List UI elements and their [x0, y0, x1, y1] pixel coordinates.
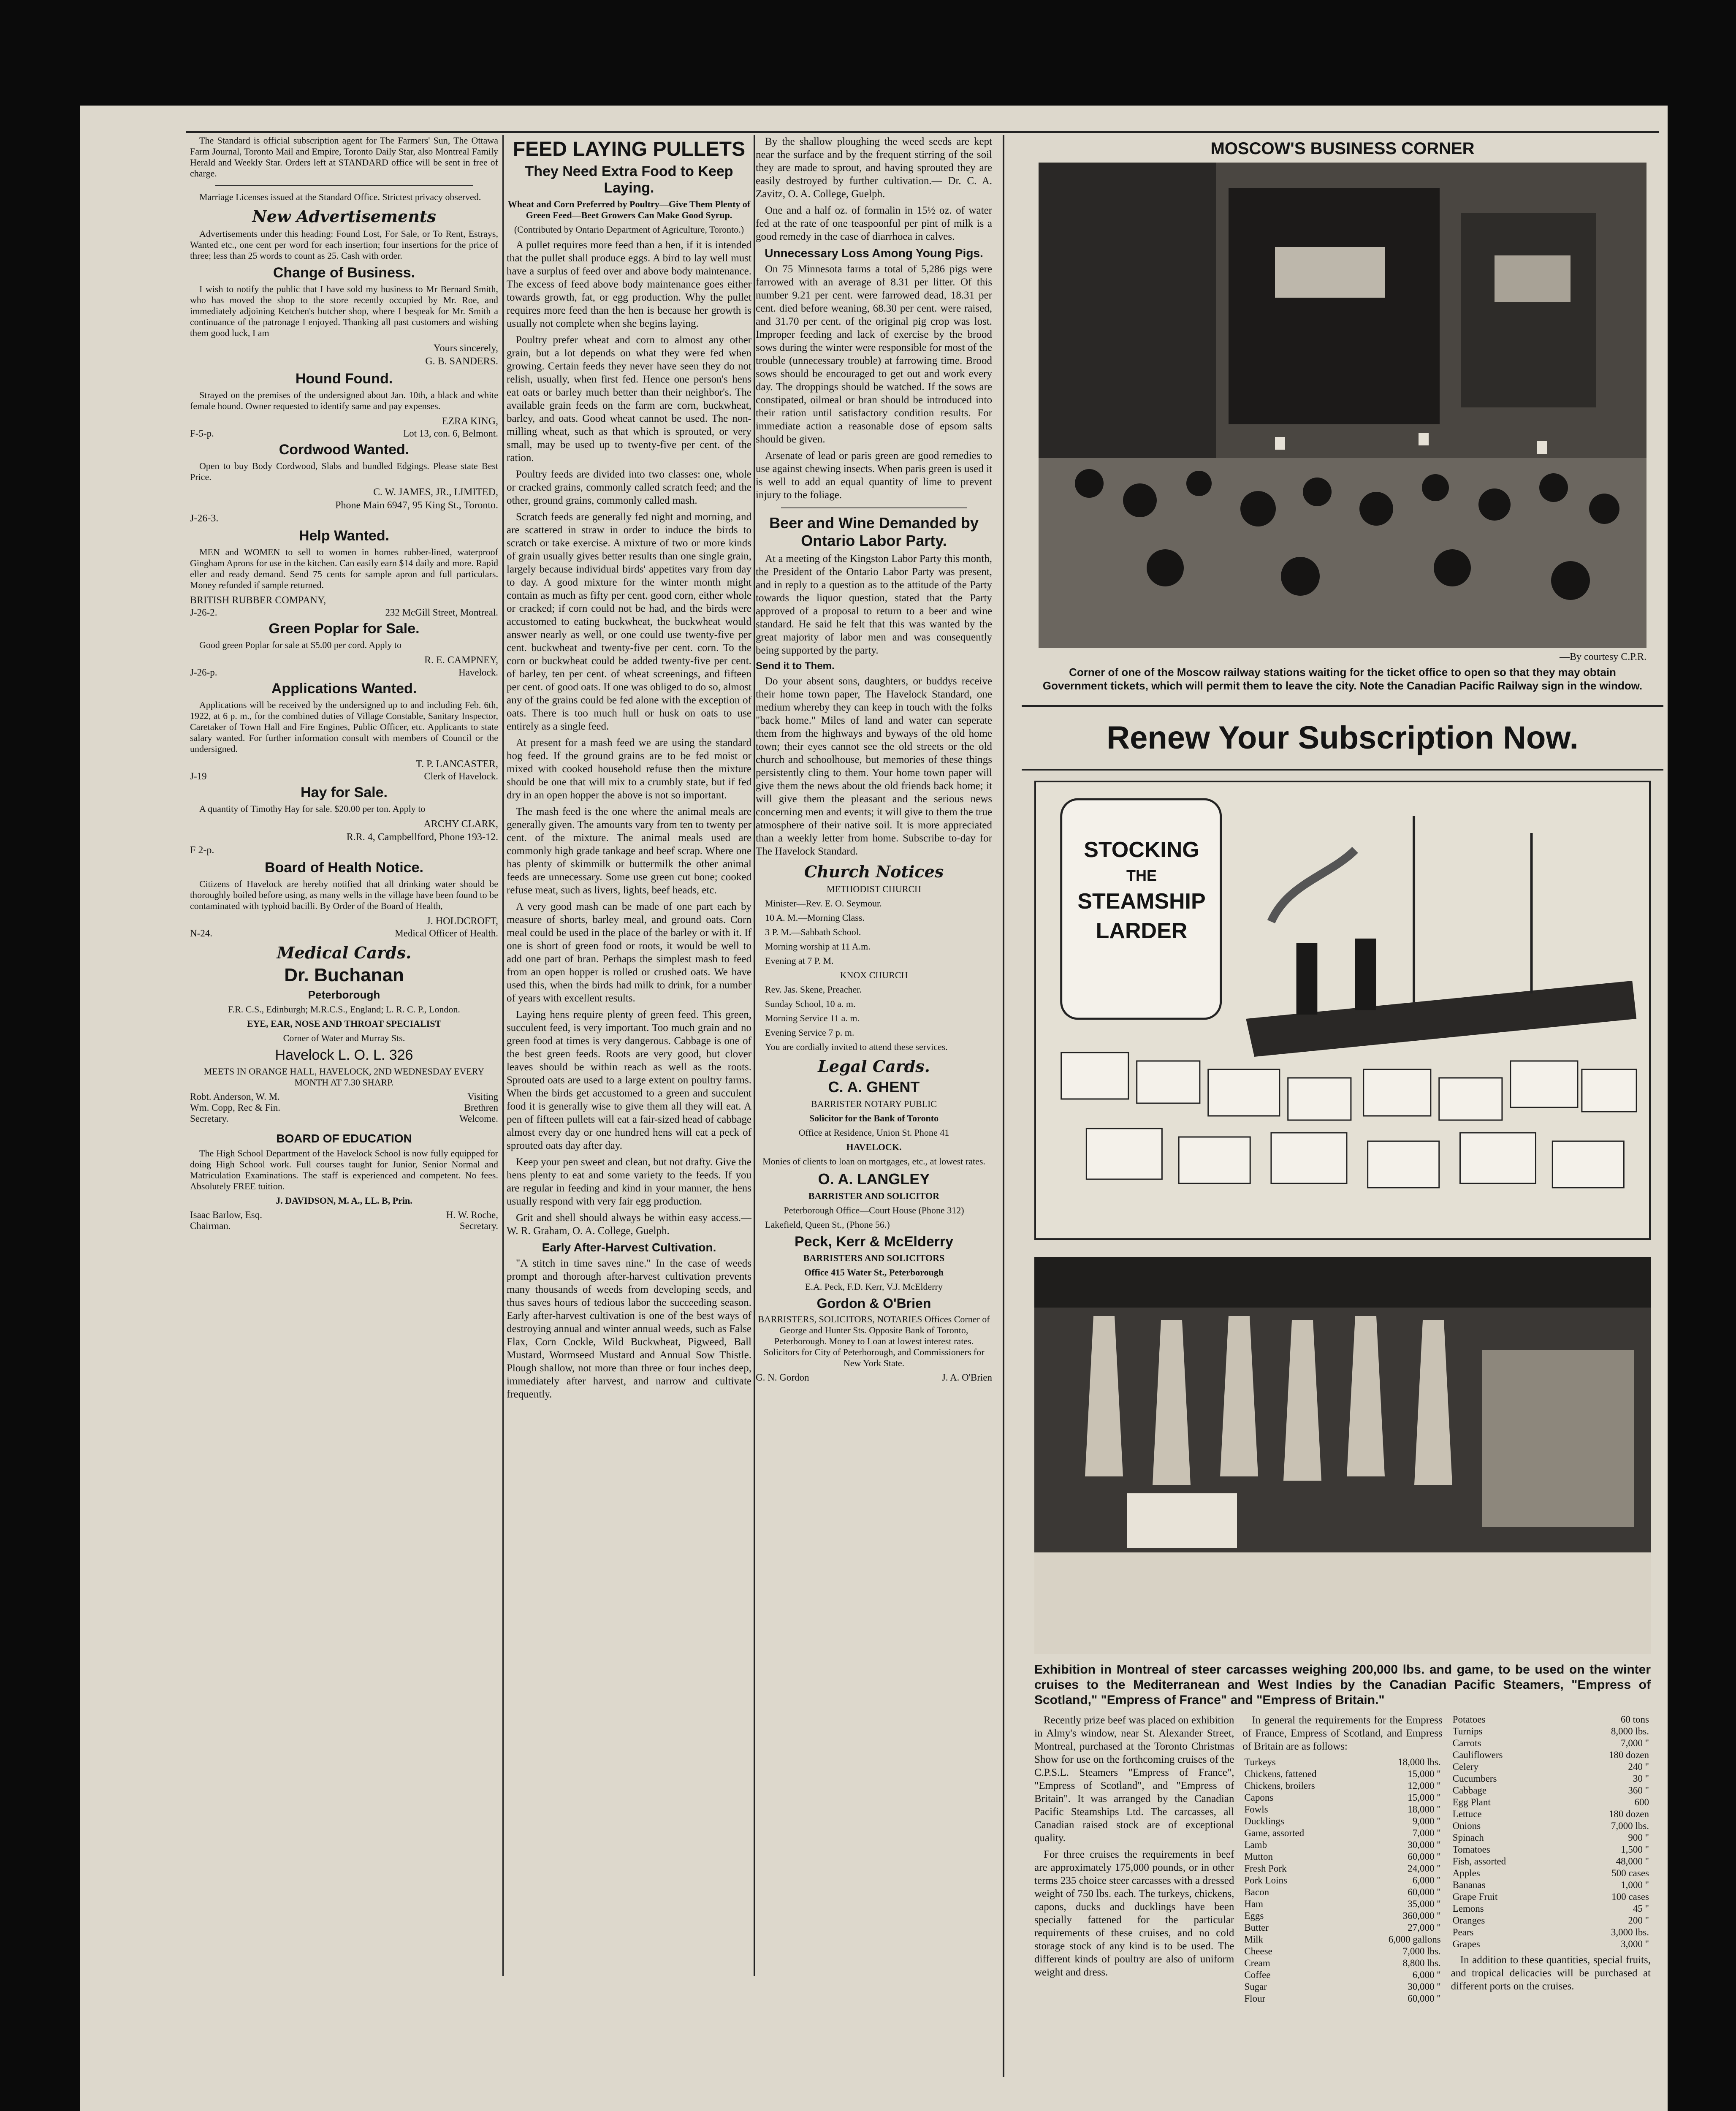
requirement-item: Eggs	[1244, 1910, 1264, 1921]
gordon-partner: J. A. O'Brien	[941, 1372, 992, 1383]
requirement-quantity: 8,000 lbs.	[1611, 1726, 1649, 1737]
requirement-row	[1451, 1808, 1651, 1820]
requirement-row	[1451, 1891, 1651, 1903]
change-close: Yours sincerely,	[433, 343, 498, 354]
location: Lot 13, con. 6, Belmont.	[403, 428, 498, 439]
requirements-section	[1034, 1714, 1651, 2005]
requirement-quantity: 27,000 "	[1408, 1922, 1441, 1933]
hay-code: F 2-p.	[190, 845, 214, 856]
requirement-row	[1242, 1957, 1442, 1969]
requirement-item: Ham	[1244, 1899, 1264, 1909]
requirement-item: Lamb	[1244, 1840, 1267, 1850]
peck-name: Peck, Kerr & McElderry	[794, 1234, 954, 1250]
exhibit-paragraph: For three cruises the requirements in beef are approximately 175,000 pounds, or in other terms 235 choice steer carcasses with a dressed weight of 750 lbs. each. The turkeys, chickens, capons, ducks and ducklings have been specially fattened for the particular requirements of these cruises, and no cold storage stock of any kind is to be used. The different kinds of poultry are also of uniform weight and dress.	[1034, 1849, 1234, 1978]
requirements-list	[1242, 1714, 1442, 2005]
moscow-courtesy: —By courtesy C.P.R.	[1559, 651, 1646, 662]
requirement-row	[1451, 1915, 1651, 1926]
feature-column	[1022, 135, 1663, 2056]
ghent-office: Office at Residence, Union St. Phone 41	[798, 1127, 949, 1138]
requirement-quantity: 15,000 "	[1408, 1792, 1441, 1803]
requirement-item: Cabbage	[1452, 1785, 1487, 1796]
article-paragraph: Laying hens require plenty of green feed. This green, succulent feed, is very important. Too much grain and no green food at times is very dangerous. Cabbage is one of the best green feeds. Roots are very good, but clover leaves should be within reach as well as the roots. Sprouted oats are used to a large extent on poultry farms. When the birds get accustomed to a green and succulent food it is generally wise to give them all they will eat. A pen of fifteen pullets will eat a fair-sized head of cabbage almost every day or one hundred hens will eat a peck of sprouted oats day after day.	[507, 1009, 751, 1151]
gordon-partner: G. N. Gordon	[756, 1372, 809, 1383]
subscription-notice: The Standard is official subscription agent for The Farmers' Sun, The Ottawa Farm Journal, Toronto Mail and Empire, Toronto Daily Star, also Montreal Family Herald and Weekly Star. Orders left at STANDARD office will be sent in free of charge.	[190, 135, 498, 179]
requirements-table-left	[1242, 1756, 1442, 2005]
poultry-article-column	[507, 135, 751, 1993]
requirement-item: Tomatoes	[1452, 1844, 1490, 1855]
change-signature: G. B. SANDERS.	[425, 356, 498, 367]
requirement-quantity: 360,000 "	[1402, 1910, 1441, 1921]
requirement-item: Oranges	[1452, 1915, 1485, 1926]
requirement-item: Chickens, fattened	[1244, 1769, 1317, 1779]
requirement-row	[1242, 1815, 1442, 1827]
langley-office: Peterborough Office—Court House (Phone 312)	[784, 1205, 964, 1216]
requirement-row	[1451, 1844, 1651, 1856]
article-subtitle: They Need Extra Food to Keep Laying.	[525, 163, 733, 196]
requirement-item: Spinach	[1452, 1832, 1484, 1843]
health-footer	[190, 928, 498, 939]
requirement-item: Coffee	[1244, 1970, 1271, 1980]
requirement-row	[1242, 1898, 1442, 1910]
requirement-quantity: 6,000 "	[1412, 1970, 1441, 1980]
cultivation-text: "A stitch in time saves nine." In the case of weeds prompt and thorough after-harvest cultivation prevents many thousands of weeds from developing seeds, and thus saves hours of tedious labor the succeeding season. Early after-harvest cultivation is one of the best ways of destroying annual and winter annual weeds, such as False Flax, Corn Cockle, Wild Buckwheat, Pigweed, Ball Mustard, Wormseed Mustard and Annual Sow Thistle. Plough shallow, not more than three or four inches deep, immediately after harvest, and narrow and cultivate frequently.	[507, 1258, 751, 1400]
health-heading: Board of Health Notice.	[265, 860, 423, 876]
requirement-quantity: 360 "	[1628, 1785, 1649, 1796]
marriage-notice: Marriage Licenses issued at the Standard Office. Strictest privacy observed.	[199, 192, 481, 202]
requirement-quantity: 60 tons	[1620, 1714, 1649, 1725]
requirement-quantity: 500 cases	[1611, 1868, 1649, 1878]
requirement-item: Capons	[1244, 1792, 1274, 1803]
column-rule	[1003, 135, 1004, 2077]
requirement-row	[1242, 1993, 1442, 2005]
hay-address: R.R. 4, Campbellford, Phone 193-12.	[346, 832, 498, 843]
arsenate-note: Arsenate of lead or paris green are good remedies to use against chewing insects. When paris green is used it is well to add an equal quantity of lime to prevent injury to the foliage.	[756, 450, 992, 501]
moscow-photo	[1039, 163, 1646, 648]
requirement-item: Mutton	[1244, 1851, 1273, 1862]
requirement-quantity: 7,000 "	[1621, 1738, 1649, 1748]
requirement-quantity: 12,000 "	[1408, 1780, 1441, 1791]
newspaper-page	[80, 106, 1668, 2111]
requirement-row	[1242, 1969, 1442, 1981]
langley-role: BARRISTER AND SOLICITOR	[808, 1191, 940, 1201]
methodist-line: 3 P. M.—Sabbath School.	[765, 927, 861, 937]
hay-text: A quantity of Timothy Hay for sale. $20.00 per ton. Apply to	[199, 803, 426, 814]
cultivation-heading: Early After-Harvest Cultivation.	[542, 1241, 716, 1254]
requirement-row	[1242, 1851, 1442, 1863]
requirement-quantity: 7,000 lbs.	[1402, 1946, 1441, 1956]
poplar-text: Good green Poplar for sale at $5.00 per cord. Apply to	[199, 640, 401, 650]
beer-text: At a meeting of the Kingston Labor Party this month, the President of the Ontario Labor Party was present, and in reply to a question as to the attitude of the Party towards the liquor question, stated that the Party approved of a proposal to return to a beer and wine standard. He said he felt that this was wanted by the great majority of labor men and was consequently being supported by the party.	[756, 553, 992, 656]
requirement-row	[1451, 1796, 1651, 1808]
divider	[1022, 705, 1663, 707]
poplar-signature: R. E. CAMPNEY,	[424, 655, 498, 666]
article-paragraph: Grit and shell should always be within easy access.—W. R. Graham, O. A. College, Guelph.	[507, 1212, 751, 1237]
article-paragraph: Scratch feeds are generally fed night and morning, and are scattered in straw in order to induce the birds to scratch or take exercise. A mixture of two or more kinds of grain usually gives better results than one single grain, largely because individual birds' appetites vary from day to day. A good mixture for the winter month might contain as much as fifty per cent. good corn, either whole or cracked; if corn could not be had, and the birds were accustomed to eating buckwheat, the buckwheat would answer nearly as well, or one could use twenty-five per cent. buckwheat and twenty-five per cent. corn. To the corn or buckwheat could be added twenty-five per cent. of barley, ten per cent. of wheat screenings, and fifteen per cent. of good oats. If one was obliged to do so, almost any of the grains could be fed alone with the exception of oats. There is too much hull or husk on oats to use entirely as a single feed.	[507, 511, 751, 732]
article-paragraph: Keep your pen sweet and clean, but not drafty. Give the hens plenty to eat and some variety to the feeds. If you are regular in feeding and kind in your manner, the hens usually respond with very fair egg production.	[507, 1156, 751, 1207]
requirement-quantity: 6,000 "	[1412, 1875, 1441, 1886]
requirements-table-right	[1451, 1714, 1651, 1950]
requirement-quantity: 30,000 "	[1408, 1840, 1441, 1850]
article-title: FEED LAYING PULLETS	[513, 138, 746, 160]
new-ads-text: Advertisements under this heading: Found Lost, For Sale, or To Rent, Estrays, Wanted etc., one cent per word for each insertion; four insertions for the price of three; less than 25 words to count as 25. Cash with order.	[190, 228, 498, 261]
article-paragraph: A pullet requires more feed than a hen, if it is intended that the pullet shall produce eggs. A bird to lay well must have a surplus of feed over and above body maintenance. The excess of feed above body maintenance goes either towards growth, fat, or egg production. Why the pullet requires more feed than the hen is because her growth is usually not complete when she begins laying.	[507, 239, 751, 329]
renew-banner: Renew Your Subscription Now.	[1107, 720, 1579, 756]
requirement-item: Bacon	[1244, 1887, 1269, 1897]
requirement-item: Lemons	[1452, 1903, 1484, 1914]
requirement-row	[1242, 1886, 1442, 1898]
article-paragraph: Poultry prefer wheat and corn to almost any other grain, but a lot depends on what they were fed when growing. Certain feeds they never have seen they do not relish, usually, when first fed. Hence one person's hens eat oats or barley much better than their neighbor's. The available grain feeds on the farm are corn, buckwheat, barley, and oats. Good wheat cannot be used. The non-milling wheat, such as that which is sprouted, or very small, may be used up to twenty-five per cent. of the ration.	[507, 334, 751, 464]
church-heading: Church Notices	[804, 862, 944, 881]
peck-office: Office 415 Water St., Peterborough	[804, 1267, 944, 1278]
requirement-quantity: 3,000 lbs.	[1611, 1927, 1649, 1937]
hound-signature: EZRA KING,	[442, 416, 498, 427]
help-signature: BRITISH RUBBER COMPANY,	[190, 595, 326, 606]
health-text: Citizens of Havelock are hereby notified that all drinking water should be thoroughly boiled before using, as many wells in the village have been found to be contaminated with typhoid bacilli. By Order of the Board of Health,	[190, 879, 498, 911]
gordon-text: BARRISTERS, SOLICITORS, NOTARIES Offices Corner of George and Hunter Sts. Opposite Bank of Toronto, Peterborough. Money to Loan at lowest interest rates. Solicitors for City of Peterborough, and Commissioners for New York State.	[758, 1314, 990, 1368]
cordwood-text: Open to buy Body Cordwood, Slabs and bundled Edgings. Please state Best Price.	[190, 461, 498, 482]
requirement-row	[1451, 1737, 1651, 1749]
requirement-quantity: 600	[1634, 1797, 1649, 1807]
top-rule	[186, 131, 1659, 133]
code: F-5-p.	[190, 428, 214, 439]
hound-heading: Hound Found.	[295, 371, 393, 387]
requirement-quantity: 45 "	[1633, 1903, 1649, 1914]
requirements-intro: In general the requirements for the Empress of France, Empress of Scotland, and Empress of Britain are as follows:	[1242, 1715, 1443, 1752]
article-paragraph: A very good mash can be made of one part each by measure of shorts, barley meal, and ground oats. Corn meal could be used in the place of the barley or with it. If one is short of green food or roots, it would be well to add one part of bran. Perhaps the simplest mash to feed from an open hopper is rolled or crushed oats. We have used this, when the birds had milk to drink, for a number of years with excellent results.	[507, 901, 751, 1004]
exhibit-paragraph: Recently prize beef was placed on exhibition in Almy's window, near St. Alexander Street, Montreal, purchased at the Toronto Christmas Show for use on the forthcoming cruises of the C.P.S.L. Steamers "Empress of France", "Empress of Scotland", and "Empress of Britain". It was arranged by the Canadian Pacific Steamships Ltd. The carcasses, all Canadian raised stock are of exceptional quality.	[1034, 1715, 1234, 1844]
medical-heading: Medical Cards.	[277, 943, 412, 962]
requirement-quantity: 18,000 lbs.	[1398, 1757, 1441, 1767]
hay-heading: Hay for Sale.	[301, 784, 388, 800]
doctor-specialty: EYE, EAR, NOSE AND THROAT SPECIALIST	[247, 1018, 442, 1029]
requirement-item: Carrots	[1452, 1738, 1481, 1748]
requirement-row	[1242, 1792, 1442, 1804]
requirement-item: Lettuce	[1452, 1809, 1482, 1819]
requirement-quantity: 60,000 "	[1408, 1993, 1441, 2004]
ad-title-line: STEAMSHIP	[1077, 889, 1206, 914]
requirement-item: Bananas	[1452, 1880, 1486, 1890]
divider	[781, 507, 967, 508]
knox-heading: KNOX CHURCH	[840, 970, 908, 980]
requirement-row	[1451, 1867, 1651, 1879]
lodge-heading: Havelock L. O. L. 326	[275, 1047, 413, 1063]
requirement-item: Fowls	[1244, 1804, 1268, 1815]
lodge-row	[190, 1113, 498, 1124]
requirement-item: Turkeys	[1244, 1757, 1276, 1767]
carcass-illustration	[1034, 1257, 1651, 1654]
lodge-row	[190, 1102, 498, 1113]
requirement-quantity: 30,000 "	[1408, 1981, 1441, 1992]
requirement-item: Pork Loins	[1244, 1875, 1287, 1886]
requirement-row	[1242, 1768, 1442, 1780]
ghent-name: C. A. GHENT	[828, 1078, 920, 1096]
doctor-credentials: F.R. C.S., Edinburgh; M.R.C.S., England; L. R. C. P., London.	[228, 1004, 460, 1015]
requirement-row	[1242, 1804, 1442, 1815]
requirement-quantity: 60,000 "	[1408, 1887, 1441, 1897]
applications-signature: T. P. LANCASTER,	[416, 759, 498, 770]
requirement-row	[1242, 1981, 1442, 1993]
requirement-row	[1451, 1761, 1651, 1773]
requirement-quantity: 200 "	[1628, 1915, 1649, 1926]
hound-footer	[190, 428, 498, 439]
beer-heading: Beer and Wine Demanded by Ontario Labor Party.	[769, 514, 979, 549]
column-rule	[754, 135, 755, 1976]
requirement-row	[1451, 1938, 1651, 1950]
lodge-row	[190, 1091, 498, 1102]
methodist-line: Evening at 7 P. M.	[765, 955, 834, 966]
lodge-note: Brethren	[464, 1102, 498, 1113]
requirement-item: Milk	[1244, 1934, 1264, 1945]
doctor-address: Corner of Water and Murray Sts.	[283, 1033, 405, 1043]
requirement-item: Grape Fruit	[1452, 1891, 1498, 1902]
knox-line: Sunday School, 10 a. m.	[765, 999, 856, 1009]
requirement-item: Cream	[1244, 1958, 1270, 1968]
ad-title-line: THE	[1126, 867, 1157, 884]
requirement-quantity: 1,500 "	[1621, 1844, 1649, 1855]
requirement-quantity: 18,000 "	[1408, 1804, 1441, 1815]
langley-lakefield: Lakefield, Queen St., (Phone 56.)	[765, 1219, 890, 1230]
pigs-heading: Unnecessary Loss Among Young Pigs.	[765, 247, 983, 260]
requirement-item: Cauliflowers	[1452, 1750, 1503, 1760]
notices-column	[756, 135, 992, 1993]
knox-line: Rev. Jas. Skene, Preacher.	[765, 984, 862, 995]
classifieds-column	[190, 135, 498, 1908]
requirement-row	[1451, 1714, 1651, 1726]
help-text: MEN and WOMEN to sell to women in homes rubber-lined, waterproof Gingham Aprons for use in the kitchen. Can easily earn $14 daily and more. Rapid eller and ready demand. Send 75 cents for sample apron and full particulars. Money refunded if sample returned.	[190, 547, 498, 590]
methodist-line: 10 A. M.—Morning Class.	[765, 912, 865, 923]
requirement-item: Sugar	[1244, 1981, 1267, 1992]
requirement-quantity: 3,000 "	[1621, 1939, 1649, 1949]
address: 232 McGill Street, Montreal.	[385, 607, 498, 618]
cordwood-heading: Cordwood Wanted.	[279, 442, 410, 458]
send-heading: Send it to Them.	[756, 660, 835, 672]
ad-title	[1066, 837, 1218, 944]
requirement-item: Butter	[1244, 1922, 1269, 1933]
help-heading: Help Wanted.	[298, 528, 390, 544]
ad-title-line: LARDER	[1096, 919, 1188, 943]
article-paragraph: Poultry feeds are divided into two classes: one, whole or cracked grains, commonly called scratch feed; and the other, ground grains, commonly called mash.	[507, 469, 751, 506]
requirement-quantity: 180 dozen	[1609, 1809, 1649, 1819]
requirement-row	[1451, 1879, 1651, 1891]
lodge-role: Secretary.	[190, 1113, 229, 1124]
requirement-item: Turnips	[1452, 1726, 1483, 1737]
moscow-caption: Corner of one of the Moscow railway stations waiting for the ticket office to open so that they may obtain Government tickets, which will permit them to leave the city. Note the Canadian Pacific Railway sign in the window.	[1042, 666, 1643, 692]
requirement-row	[1451, 1926, 1651, 1938]
doctor-name: Dr. Buchanan	[284, 965, 404, 985]
location: Havelock.	[458, 667, 498, 678]
gordon-name: Gordon & O'Brien	[816, 1296, 931, 1311]
board-role: Chairman.	[190, 1221, 231, 1231]
board-row	[190, 1221, 498, 1232]
langley-name: O. A. LANGLEY	[818, 1170, 930, 1188]
requirement-row	[1242, 1875, 1442, 1886]
ad-title-line: STOCKING	[1084, 838, 1199, 862]
requirement-quantity: 7,000 lbs.	[1611, 1821, 1649, 1831]
church-invite: You are cordially invited to attend these services.	[765, 1042, 948, 1052]
change-text: I wish to notify the public that I have sold my business to Mr Bernard Smith, who has moved the shop to the store recently occupied by Mr. Roe, and immediately adjoining Ketchen's butcher shop, where I bespeak for Mr. Smith a continuance of the patronage I enjoyed. Thanking all past customers and wishing them good luck, I am	[190, 284, 498, 338]
requirement-row	[1451, 1749, 1651, 1761]
help-footer	[190, 607, 498, 618]
requirement-row	[1451, 1832, 1651, 1844]
lodge-secretary: Wm. Copp, Rec & Fin.	[190, 1102, 281, 1113]
lodge-text: MEETS IN ORANGE HALL, HAVELOCK, 2ND WEDNESDAY EVERY MONTH AT 7.30 SHARP.	[203, 1066, 485, 1088]
requirement-item: Flour	[1244, 1993, 1266, 2004]
cultivation-continued: By the shallow ploughing the weed seeds are kept near the surface and by the frequent stirring of the soil they are made to sprout, and having sprouted they are easily destroyed by further cultivation.— Dr. C. A. Zavitz, O. A. College, Guelph.	[756, 136, 992, 200]
ghent-solicitor: Solicitor for the Bank of Toronto	[809, 1113, 939, 1123]
hay-signature: ARCHY CLARK,	[423, 819, 498, 830]
requirement-item: Chickens, broilers	[1244, 1780, 1315, 1791]
ghent-role: BARRISTER NOTARY PUBLIC	[811, 1099, 937, 1109]
requirement-row	[1451, 1726, 1651, 1737]
requirement-item: Potatoes	[1452, 1714, 1486, 1725]
requirement-row	[1451, 1820, 1651, 1832]
send-text: Do your absent sons, daughters, or buddys receive their home town paper, The Havelock Standard, one medium whereby they can keep in touch with the folks "back home." Miles of land and water can seperate them from the highways and byways of the old home town; their eyes cannot see the old streets or the old church and schoolhouse, but memories of these things persistently cling to them. Your home town paper will give them the news about the old friends back home; it will give them the pleasant and the serious news concerning men and events; it will give to them the true atmosphere of their native soil. It is more appreciated than a weekly letter from home. Subscribe to-day for The Havelock Standard.	[756, 676, 992, 857]
requirement-quantity: 30 "	[1633, 1773, 1649, 1784]
article-credit: (Contributed by Ontario Department of Agriculture, Toronto.)	[514, 224, 744, 235]
methodist-heading: METHODIST CHURCH	[827, 884, 921, 894]
board-row	[190, 1210, 498, 1221]
requirement-quantity: 8,800 lbs.	[1402, 1958, 1441, 1968]
requirement-quantity: 60,000 "	[1408, 1851, 1441, 1862]
requirement-quantity: 9,000 "	[1412, 1816, 1441, 1826]
board-principal: J. DAVIDSON, M. A., LL. B, Prin.	[276, 1195, 412, 1206]
code: J-26-2.	[190, 607, 217, 618]
divider	[215, 185, 473, 186]
requirement-item: Onions	[1452, 1821, 1481, 1831]
requirement-quantity: 15,000 "	[1408, 1769, 1441, 1779]
requirement-row	[1242, 1780, 1442, 1792]
lodge-master: Robt. Anderson, W. M.	[190, 1091, 280, 1102]
code: J-19	[190, 771, 207, 781]
role: Medical Officer of Health.	[395, 928, 498, 939]
applications-footer	[190, 771, 498, 782]
change-heading: Change of Business.	[273, 265, 415, 281]
requirement-row	[1242, 1922, 1442, 1934]
requirement-quantity: 100 cases	[1611, 1891, 1649, 1902]
code: N-24.	[190, 928, 213, 939]
ghent-town: HAVELOCK.	[846, 1142, 902, 1152]
applications-heading: Applications Wanted.	[271, 681, 417, 697]
requirement-row	[1242, 1934, 1442, 1945]
knox-line: Morning Service 11 a. m.	[765, 1013, 860, 1023]
role: Clerk of Havelock.	[424, 771, 498, 781]
requirement-row	[1451, 1856, 1651, 1867]
larder-advertisement	[1034, 781, 1651, 1240]
requirement-item: Cucumbers	[1452, 1773, 1497, 1784]
board-chairman: Isaac Barlow, Esq.	[190, 1210, 262, 1220]
methodist-minister: Minister—Rev. E. O. Seymour.	[765, 898, 882, 909]
requirement-row	[1242, 1839, 1442, 1851]
requirement-row	[1451, 1903, 1651, 1915]
article-deck: Wheat and Corn Preferred by Poultry—Give Them Plenty of Green Feed—Beet Growers Can Make Good Syrup.	[507, 199, 751, 220]
cordwood-address: Phone Main 6947, 95 King St., Toronto.	[335, 500, 498, 511]
requirements-list-2	[1451, 1714, 1651, 2005]
legal-heading: Legal Cards.	[818, 1057, 930, 1076]
requirement-item: Game, assorted	[1244, 1828, 1305, 1838]
requirement-row	[1242, 1910, 1442, 1922]
carcass-photo	[1034, 1257, 1651, 1654]
requirement-row	[1451, 1785, 1651, 1796]
applications-text: Applications will be received by the undersigned up to and including Feb. 6th, 1922, at 6 p. m., for the combined duties of Village Constable, Sanitary Inspector, Caretaker of Town Hall and Fire Engines, Public Officer, etc. Applicants to state salary wanted. For further information consult with members of Council or the undersigned.	[190, 700, 498, 754]
requirement-item: Pears	[1452, 1927, 1474, 1937]
poplar-heading: Green Poplar for Sale.	[269, 621, 420, 637]
requirement-quantity: 6,000 gallons	[1388, 1934, 1441, 1945]
requirement-row	[1451, 1773, 1651, 1785]
requirements-close: In addition to these quantities, special fruits, and tropical delicacies will be purchased at different ports on the cruises.	[1451, 1954, 1651, 1992]
lodge-note: Welcome.	[459, 1113, 498, 1124]
new-ads-heading: New Advertisements	[252, 207, 436, 226]
requirement-item: Egg Plant	[1452, 1797, 1491, 1807]
requirement-row	[1242, 1756, 1442, 1768]
board-text: The High School Department of the Havelock School is now fully equipped for doing High School work. Full courses taught for Junior, Senior Normal and Matriculation Examinations. The staff is experienced and competent. No fees. Absolutely FREE tuition.	[190, 1148, 498, 1191]
board-role: Secretary.	[459, 1221, 498, 1231]
requirement-row	[1242, 1945, 1442, 1957]
requirement-item: Apples	[1452, 1868, 1480, 1878]
doctor-city: Peterborough	[308, 988, 380, 1001]
pigs-text: On 75 Minnesota farms a total of 5,286 pigs were farrowed with an average of 8.31 per litter. Of this number 9.21 per cent. were farrowed dead, 18.31 per cent. died before weaning, 68.30 per cent. were raised, and 31.70 per cent. of the original pig crop was lost. Improper feeding and lack of exercise by the brood sows during the winter were responsible for most of the trouble (unnecessary trouble) at farrowing time. Brood sows should be encouraged to get out and work every day. The droppings should be watched. If the sows are constipated, oilmeal or bran should be introduced into their ration until satisfactory condition results. For immediate action a reasonable dose of epsom salts should be given.	[756, 263, 992, 445]
requirement-item: Ducklings	[1244, 1816, 1284, 1826]
requirement-quantity: 35,000 "	[1408, 1899, 1441, 1909]
article-paragraph: The mash feed is the one where the animal meals are generally given. The amounts vary from ten to twenty per cent. of the mixture. The animal meals used are commonly high grade tankage and beef scrap. Where one has plenty of skimmilk or buttermilk the other animal feeds are unnecessary. Some use green cut bone; cooked refuse meat, such as livers, lights, beef heads, etc.	[507, 806, 751, 896]
requirement-quantity: 7,000 "	[1412, 1828, 1441, 1838]
requirement-item: Celery	[1452, 1761, 1478, 1772]
requirement-quantity: 24,000 "	[1408, 1863, 1441, 1874]
methodist-line: Morning worship at 11 A.m.	[765, 941, 871, 952]
cordwood-signature: C. W. JAMES, JR., LIMITED,	[373, 487, 498, 498]
requirement-quantity: 48,000 "	[1616, 1856, 1649, 1867]
gordon-partners	[756, 1372, 992, 1383]
exhibit-text	[1034, 1714, 1234, 2005]
code: J-26-p.	[190, 667, 217, 678]
requirement-quantity: 240 "	[1628, 1761, 1649, 1772]
board-heading: BOARD OF EDUCATION	[276, 1132, 412, 1145]
carcass-caption: Exhibition in Montreal of steer carcasses weighing 200,000 lbs. and game, to be used on the winter cruises to the Mediterranean and West Indies by the Canadian Pacific Steamers, "Empress of Scotland," "Empress of France" and "Empress of Britain."	[1034, 1663, 1651, 1707]
hound-text: Strayed on the premises of the undersigned about Jan. 10th, a black and white female hound. Owner requested to identify same and pay expenses.	[190, 390, 498, 411]
requirement-item: Fish, assorted	[1452, 1856, 1506, 1867]
column-rule	[502, 135, 504, 1976]
moscow-title: MOSCOW'S BUSINESS CORNER	[1210, 139, 1475, 158]
peck-role: BARRISTERS AND SOLICITORS	[803, 1253, 945, 1263]
lodge-note: Visiting	[467, 1091, 498, 1102]
requirement-item: Grapes	[1452, 1939, 1480, 1949]
article-paragraph: At present for a mash feed we are using the standard hog feed. If the ground grains are to be fed moist or mixed with cooked household refuse then the mixture should be one that will mix to a crumbly state, but if fed dry in an open hopper the above is not so important.	[507, 737, 751, 801]
requirement-quantity: 900 "	[1628, 1832, 1649, 1843]
board-secretary: H. W. Roche,	[446, 1210, 498, 1220]
formalin-note: One and a half oz. of formalin in 15½ oz. of water fed at the rate of one teaspoonful per pint of milk is a good remedy in the case of diarrhoea in calves.	[756, 205, 992, 242]
requirement-quantity: 1,000 "	[1621, 1880, 1649, 1890]
health-signature: J. HOLDCROFT,	[426, 916, 498, 927]
requirement-item: Cheese	[1244, 1946, 1272, 1956]
peck-partners: E.A. Peck, F.D. Kerr, V.J. McElderry	[805, 1281, 943, 1292]
crowd-illustration	[1039, 163, 1646, 648]
cordwood-code: J-26-3.	[190, 513, 219, 524]
ghent-money: Monies of clients to loan on mortgages, etc., at lowest rates.	[762, 1156, 985, 1167]
requirement-item: Fresh Pork	[1244, 1863, 1287, 1874]
requirement-row	[1242, 1863, 1442, 1875]
requirement-quantity: 180 dozen	[1609, 1750, 1649, 1760]
requirement-row	[1242, 1827, 1442, 1839]
divider	[1022, 769, 1663, 771]
knox-line: Evening Service 7 p. m.	[765, 1027, 854, 1038]
poplar-footer	[190, 667, 498, 678]
